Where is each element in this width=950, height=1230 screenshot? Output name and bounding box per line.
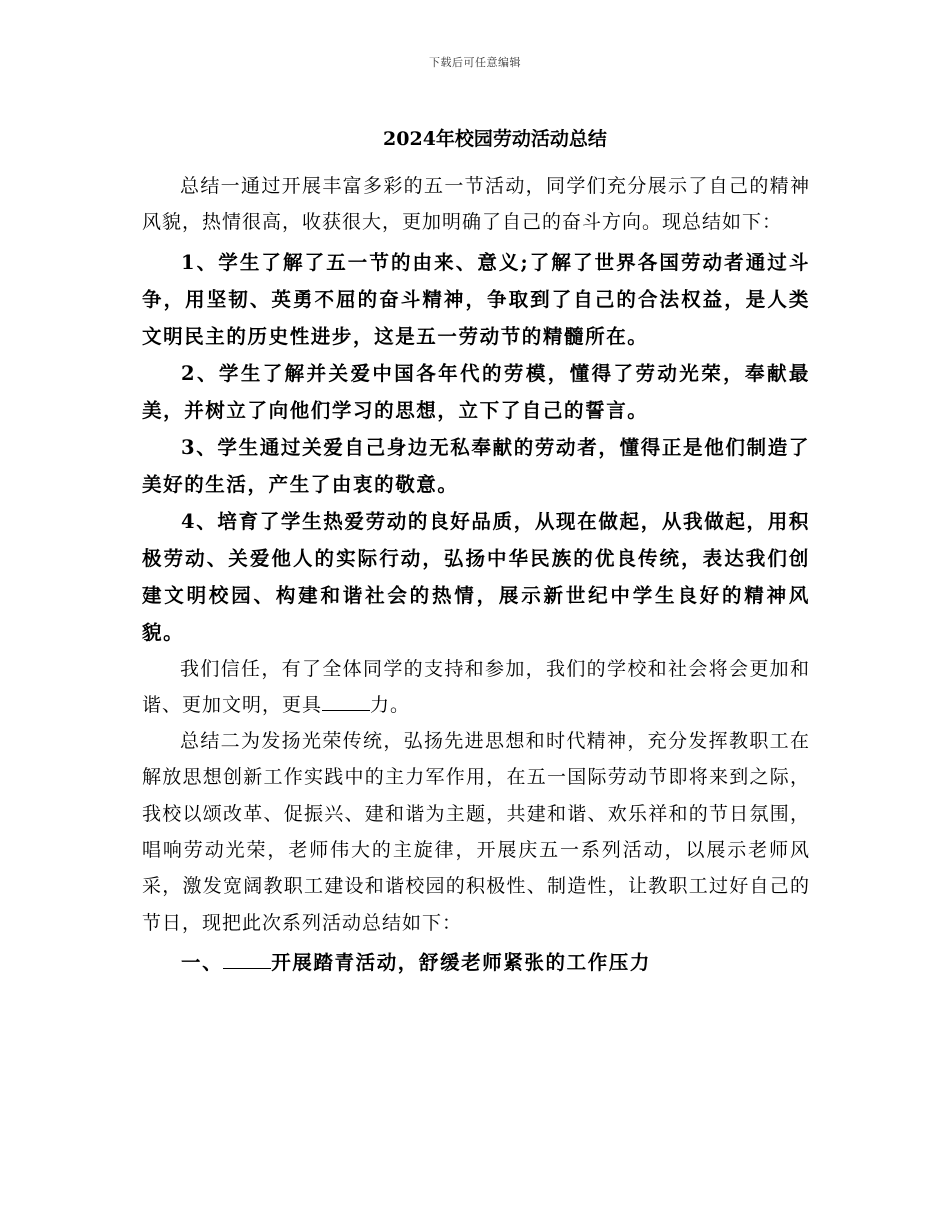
paragraph-belief-end: 力。 (370, 693, 411, 716)
document-body (142, 168, 810, 981)
document-title: 2024年校园劳动活动总结 (383, 128, 607, 150)
section-heading-text: 开展踏青活动，舒缓老师紧张的工作压力 (271, 950, 652, 974)
paragraph-belief (142, 651, 810, 724)
paragraph-point-2: 2、学生了解并关爱中国各年代的劳模，懂得了劳动光荣，奉献最美，并树立了向他们学习的思想，立下了自己的誓言。 (142, 361, 810, 422)
paragraph-point-3: 3、学生通过关爱自己身边无私奉献的劳动者，懂得正是他们制造了美好的生活，产生了由衷的敬意。 (142, 435, 810, 496)
fill-in-blank (223, 952, 271, 969)
paragraph-belief-text: 我们信任，有了全体同学的支持和参加，我们的学校和社会将会更加和谐、更加文明，更具 (142, 657, 810, 716)
section-heading-number: 一、 (181, 950, 224, 974)
paragraph-summary-one-intro: 总结一通过开展丰富多彩的五一节活动，同学们充分展示了自己的精神风貌，热情很高，收获很大，更加明确了自己的奋斗方向。现总结如下： (142, 175, 810, 234)
paragraph-point-1: 1、学生了解了五一节的由来、意义;了解了世界各国劳动者通过斗争，用坚韧、英勇不屈的奋斗精神，争取到了自己的合法权益，是人类文明民主的历史性进步，这是五一劳动节的精髓所在。 (142, 250, 810, 348)
header-note: 下载后可任意编辑 (429, 56, 521, 69)
section-heading-one (142, 944, 810, 981)
paragraph-summary-two-intro: 总结二为发扬光荣传统，弘扬先进思想和时代精神，充分发挥教职工在解放思想创新工作实践中的主力军作用，在五一国际劳动节即将来到之际，我校以颂改革、促振兴、建和谐为主题，共建和谐、欢乐祥和的节日氛围，唱响劳动光荣，老师伟大的主旋律，开展庆五一系列活动，以展示老师风采，激发宽阔教职工建设和谐校园的积极性、制造性，让教职工过好自己的节日，现把此次系列活动总结如下： (142, 730, 810, 934)
fill-in-blank (322, 694, 370, 711)
paragraph-point-4: 4、培育了学生热爱劳动的良好品质，从现在做起，从我做起，用积极劳动、关爱他人的实际行动，弘扬中华民族的优良传统，表达我们创建文明校园、构建和谐社会的热情，展示新世纪中学生良好的精神风貌。 (142, 509, 810, 644)
